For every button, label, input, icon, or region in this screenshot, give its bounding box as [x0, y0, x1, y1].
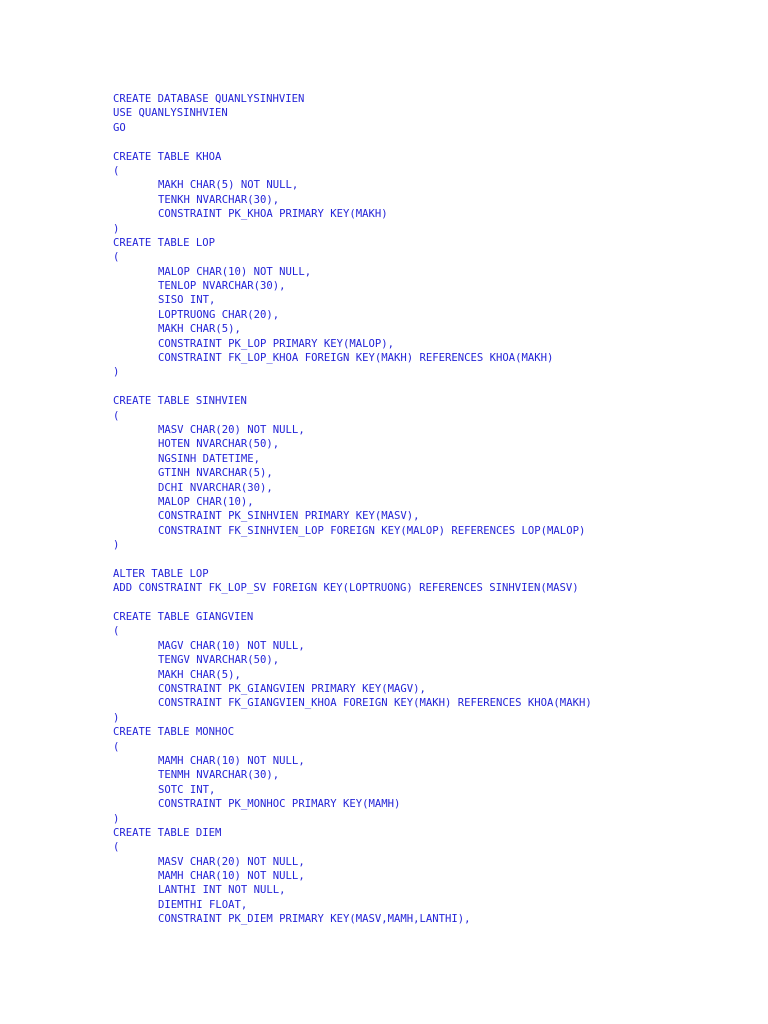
code-line: TENMH NVARCHAR(30), — [158, 769, 280, 782]
code-line: USE QUANLYSINHVIEN — [113, 107, 228, 120]
code-line: MAKH CHAR(5) NOT NULL, — [158, 179, 299, 192]
blank-line — [113, 135, 592, 149]
code-line: CREATE TABLE DIEM — [113, 826, 222, 839]
code-line: ) — [113, 711, 120, 724]
code-line: CREATE TABLE KHOA — [113, 150, 222, 163]
code-line: ) — [113, 539, 120, 552]
code-line: MALOP CHAR(10), — [158, 495, 254, 508]
code-line: CONSTRAINT PK_MONHOC PRIMARY KEY(MAMH) — [158, 798, 401, 811]
code-line: ( — [113, 164, 120, 177]
sql-code — [113, 92, 592, 927]
code-line: SISO INT, — [158, 294, 216, 307]
code-line: GO — [113, 121, 126, 134]
code-line: HOTEN NVARCHAR(50), — [158, 438, 280, 451]
code-line: NGSINH DATETIME, — [158, 452, 261, 465]
code-line: MALOP CHAR(10) NOT NULL, — [158, 265, 312, 278]
code-line: ( — [113, 625, 120, 638]
blank-line — [113, 553, 592, 567]
code-line: ) — [113, 222, 120, 235]
code-line: MAGV CHAR(10) NOT NULL, — [158, 639, 305, 652]
code-line: CONSTRAINT PK_KHOA PRIMARY KEY(MAKH) — [158, 208, 388, 221]
code-line: DCHI NVARCHAR(30), — [158, 481, 273, 494]
code-line: MASV CHAR(20) NOT NULL, — [158, 855, 305, 868]
code-line: ALTER TABLE LOP — [113, 567, 209, 580]
code-line: CREATE TABLE LOP — [113, 236, 216, 249]
code-line: CREATE TABLE GIANGVIEN — [113, 611, 254, 624]
code-line: CREATE TABLE SINHVIEN — [113, 395, 247, 408]
code-line: TENLOP NVARCHAR(30), — [158, 280, 286, 293]
code-line: ( — [113, 251, 120, 264]
code-line: MAMH CHAR(10) NOT NULL, — [158, 870, 305, 883]
code-line: TENKH NVARCHAR(30), — [158, 193, 280, 206]
code-line: CONSTRAINT PK_DIEM PRIMARY KEY(MASV,MAMH,LANTHI), — [158, 913, 471, 926]
code-line: MAMH CHAR(10) NOT NULL, — [158, 754, 305, 767]
code-line: ( — [113, 740, 120, 753]
code-line: CREATE TABLE MONHOC — [113, 726, 235, 739]
code-line: CREATE DATABASE QUANLYSINHVIEN — [113, 93, 305, 105]
blank-line — [113, 596, 592, 610]
code-line: CONSTRAINT FK_GIANGVIEN_KHOA FOREIGN KEY(MAKH) REFERENCES KHOA(MAKH) — [158, 697, 592, 710]
code-line: MASV CHAR(20) NOT NULL, — [158, 423, 305, 436]
code-line: DIEMTHI FLOAT, — [158, 898, 248, 911]
code-line: LANTHI INT NOT NULL, — [158, 884, 286, 897]
code-line: CONSTRAINT FK_SINHVIEN_LOP FOREIGN KEY(MALOP) REFERENCES LOP(MALOP) — [158, 524, 586, 537]
blank-line — [113, 380, 592, 394]
code-line: CONSTRAINT PK_SINHVIEN PRIMARY KEY(MASV), — [158, 510, 420, 523]
code-line: LOPTRUONG CHAR(20), — [158, 308, 280, 321]
code-line: MAKH CHAR(5), — [158, 668, 241, 681]
code-line: ( — [113, 409, 120, 422]
code-line: ADD CONSTRAINT FK_LOP_SV FOREIGN KEY(LOPTRUONG) REFERENCES SINHVIEN(MASV) — [113, 582, 579, 595]
code-line: GTINH NVARCHAR(5), — [158, 467, 273, 480]
code-line: CONSTRAINT PK_LOP PRIMARY KEY(MALOP), — [158, 337, 394, 350]
code-line: TENGV NVARCHAR(50), — [158, 654, 280, 667]
code-line: CONSTRAINT PK_GIANGVIEN PRIMARY KEY(MAGV), — [158, 683, 426, 696]
code-line: ) — [113, 812, 120, 825]
code-line: SOTC INT, — [158, 783, 216, 796]
code-line: MAKH CHAR(5), — [158, 323, 241, 336]
code-line: CONSTRAINT FK_LOP_KHOA FOREIGN KEY(MAKH) REFERENCES KHOA(MAKH) — [158, 352, 554, 365]
code-line: ) — [113, 366, 120, 379]
code-line: ( — [113, 841, 120, 854]
